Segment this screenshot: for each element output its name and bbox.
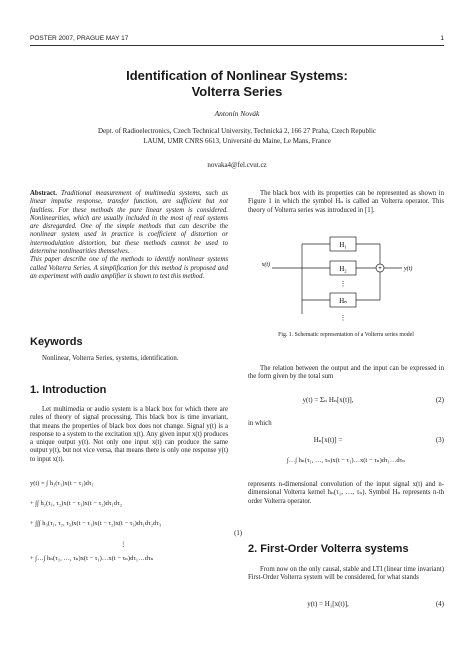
eq1-number: (1) — [234, 530, 242, 537]
affiliation — [0, 127, 474, 146]
abstract-label: Abstract. — [30, 190, 57, 197]
author: Antonín Novák — [214, 109, 260, 118]
header-conference: POSTER 2007, PRAGUE MAY 17 — [30, 35, 129, 42]
eq2-number: (2) — [435, 396, 444, 404]
abstract-p1: Traditional measurement of multimedia systems, such as linear impulse response, transfer function, are sufficient but not faultless. For these methods the pure linear system is considered. Nonlinearities, which are usually included in the most of real systems are disregarded. One of the simple methods that can describe the nonlinear system used in practice is coefficient of distortion or intermodulation distortion, but these methods cannot be used to determine nonlinearities themselves. — [30, 190, 229, 256]
equation-3b — [248, 456, 444, 472]
keywords-text: Nonlinear, Volterra Series, systems, identification. — [42, 355, 179, 362]
equation-3 — [248, 436, 444, 452]
eq4-number: (4) — [435, 600, 444, 608]
eq1-line-1: y(t) = ∫ h₁(τ₁)x(t − τ₁)dτ₁ — [30, 480, 94, 487]
title-line-1: Identification of Nonlinear Systems: — [126, 68, 348, 83]
figure-caption: Fig. 1. Schematic representation of a Volterra series model — [278, 332, 414, 338]
diagram-sum-symbol: + — [378, 266, 382, 272]
keywords-heading: Keywords — [30, 336, 83, 348]
diagram-box-h2: H₂ — [339, 265, 347, 273]
email: novaka4@fel.cvut.cz — [207, 161, 267, 169]
eq4-body: y(t) = H₁[x(t)], — [307, 600, 349, 608]
diagram-box-hn: Hₙ — [339, 297, 347, 305]
right-p1: The black box with its properties can be represented as shown in Figure 1 in which the symbol Hₙ is called an Volterra operator. This theory of Volterra series was introduced in [1]. — [248, 190, 444, 214]
eq1-line-3-text: + ∫∫∫ h₃(τ₁, τ₂, τ₃)x(t − τ₁)x(t − τ₂)x(t − τ₃)dτ₁dτ₂dτ₃ — [30, 520, 162, 527]
title-line-2: Volterra Series — [191, 84, 283, 99]
equation-2 — [248, 396, 444, 412]
right-p2: The relation between the output and the input can be expressed in the form given by the total sum — [248, 365, 444, 381]
abstract — [30, 190, 228, 281]
affiliation-line-2: LAUM, UMR CNRS 6613, Université du Maine, Le Mans, France — [143, 136, 331, 145]
eq1-line-2: + ∫∫ h₂(τ₁, τ₂)x(t − τ₁)x(t − τ₂)dτ₁dτ₂ — [30, 500, 122, 507]
diagram-dots-bottom: ⋮ — [339, 314, 347, 322]
eq3-body: Hₙ[x(t)] = — [313, 436, 343, 444]
diagram-output-label: y(t) — [404, 266, 413, 272]
diagram-box-h1: H₁ — [339, 241, 347, 249]
paper-title — [0, 68, 474, 100]
diagram-dots-top: ⋮ — [339, 280, 347, 288]
intro-heading: 1. Introduction — [30, 384, 107, 396]
equation-1 — [30, 480, 242, 574]
equation-4 — [248, 600, 444, 616]
affiliation-line-1: Dept. of Radioelectronics, Czech Technical University, Technická 2, 166 27 Praha, Czech Republic — [97, 127, 377, 135]
volterra-diagram — [262, 224, 440, 324]
eq2-body: y(t) = Σₙ Hₙ[x(t)], — [302, 396, 354, 404]
right-p3-lead: in which — [248, 420, 272, 427]
right-p5: From now on the only causal, stable and LTI (linear time invariant) First-Order Volterra system will be considered, for what stands — [248, 566, 444, 582]
section-2-heading: 2. First-Order Volterra systems — [248, 543, 409, 555]
right-p4: represents n-dimensional convolution of the input signal x(t) and n-dimensional Volterra kernel hₙ(τ₁, …, τₙ). Symbol Hₙ represents n-th order Volterra operator. — [248, 481, 444, 505]
header-rule — [30, 45, 444, 46]
diagram-input-label: x(t) — [262, 262, 270, 268]
eq3b-body: ∫…∫ hₙ(τ₁, …, τₙ)x(t − τ₁)…x(t − τₙ)dτ₁…dτₙ — [286, 457, 406, 464]
eq1-line-dots: ⋮ — [120, 541, 127, 548]
eq1-line-3 — [30, 520, 242, 540]
intro-text: Let multimedia or audio system is a black box for which there are rules of theory of signal processing. This black box is time invariant, that means the properties of black box does not change. Signal y(t) is a response to a system to the excitation x(t). Any given input x(t) produces a unique output y(t). Not only one input x(t) can produce the same output y(t), but not vice versa, that means there is only one response y(t) to input x(t). — [30, 406, 229, 463]
running-header — [30, 35, 444, 45]
abstract-p2: This paper describe one of the methods to identify nonlinear systems called Volterra Series. A simplification for this method is proposed and an experiment with audio amplifier is shown to test this method. — [30, 256, 228, 280]
eq3-number: (3) — [435, 436, 444, 444]
header-page-number: 1 — [440, 35, 444, 42]
eq1-line-4: + ∫…∫ hₙ(τ₁, …, τₙ)x(t − τ₁)…x(t − τₙ)dτ₁…dτₙ — [30, 555, 154, 562]
